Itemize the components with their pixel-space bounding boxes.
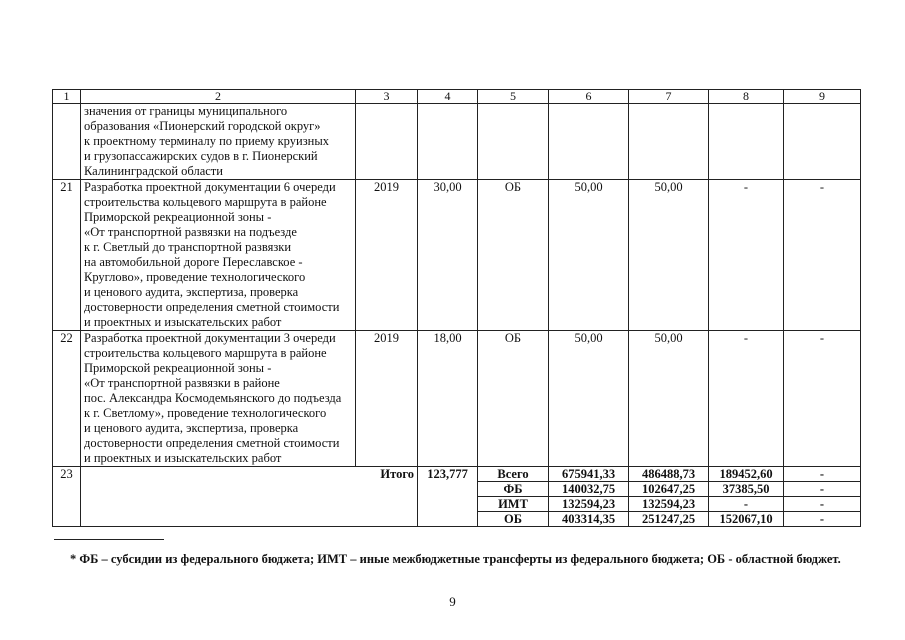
empty-cell — [629, 104, 709, 180]
total-col6: 675941,33 — [549, 467, 629, 482]
description-line: достоверности определения сметной стоимости — [84, 436, 340, 450]
table-row — [53, 180, 861, 331]
total-col8: - — [709, 497, 784, 512]
total-source: ОБ — [478, 512, 549, 527]
total-col8: 37385,50 — [709, 482, 784, 497]
total-source: ФБ — [478, 482, 549, 497]
header-cell-1: 1 — [53, 90, 81, 104]
header-cell-9: 9 — [784, 90, 861, 104]
description-line: Разработка проектной документации 6 очереди — [84, 180, 336, 194]
header-cell-2: 2 — [81, 90, 356, 104]
description-line: и грузопассажирских судов в г. Пионерский — [84, 149, 318, 163]
description-line: строительства кольцевого маршрута в районе — [84, 195, 327, 209]
table-row — [53, 331, 861, 467]
cell-col8: - — [709, 180, 784, 331]
footnote-rule — [54, 539, 164, 540]
total-col7: 102647,25 — [629, 482, 709, 497]
description-line: Приморской рекреационной зоны - — [84, 361, 272, 375]
header-row — [53, 90, 861, 104]
header-cell-6: 6 — [549, 90, 629, 104]
cell-year: 2019 — [356, 331, 418, 467]
total-col7: 486488,73 — [629, 467, 709, 482]
description-line: к г. Светлому», проведение технологического — [84, 406, 327, 420]
total-col6: 140032,75 — [549, 482, 629, 497]
cell-col7: 50,00 — [629, 180, 709, 331]
total-col9: - — [784, 482, 861, 497]
cell-year: 2019 — [356, 180, 418, 331]
description-cell — [81, 104, 356, 180]
description-line: пос. Александра Космодемьянского до подъезда — [84, 391, 342, 405]
total-col6: 403314,35 — [549, 512, 629, 527]
description-line: Калининградской области — [84, 164, 223, 178]
row-number: 22 — [53, 331, 81, 467]
description-line: к г. Светлый до транспортной развязки — [84, 240, 292, 254]
total-col9: - — [784, 497, 861, 512]
total-col6: 132594,23 — [549, 497, 629, 512]
cell-source: ОБ — [478, 331, 549, 467]
total-source: Всего — [478, 467, 549, 482]
description-line: достоверности определения сметной стоимости — [84, 300, 340, 314]
description-cell — [81, 331, 356, 467]
description-line: на автомобильной дороге Переславское - — [84, 255, 303, 269]
cell-col9: - — [784, 180, 861, 331]
footnote: * ФБ – субсидии из федерального бюджета; ИМТ – иные межбюджетные трансферты из федерального бюджета; ОБ - областной бюджет. — [70, 552, 841, 566]
description-line: «От транспортной развязки в районе — [84, 376, 280, 390]
total-col4: 123,777 — [418, 467, 478, 527]
total-row-number: 23 — [53, 467, 81, 527]
cell-col6: 50,00 — [549, 180, 629, 331]
cell-col6: 50,00 — [549, 331, 629, 467]
empty-cell — [709, 104, 784, 180]
cell-col7: 50,00 — [629, 331, 709, 467]
header-cell-8: 8 — [709, 90, 784, 104]
budget-table — [52, 89, 861, 527]
description-line: к проектному терминалу по приему круизных — [84, 134, 329, 148]
description-line: Приморской рекреационной зоны - — [84, 210, 272, 224]
description-line: и проектных и изыскательских работ — [84, 451, 282, 465]
total-label: Итого — [81, 467, 418, 527]
description-line: и ценового аудита, экспертиза, проверка — [84, 285, 299, 299]
total-col7: 251247,25 — [629, 512, 709, 527]
cell-col4: 18,00 — [418, 331, 478, 467]
total-col8: 152067,10 — [709, 512, 784, 527]
header-cell-4: 4 — [418, 90, 478, 104]
page-number: 9 — [449, 594, 456, 609]
cell-source: ОБ — [478, 180, 549, 331]
description-cell — [81, 180, 356, 331]
description-line: «От транспортной развязки на подъезде — [84, 225, 297, 239]
total-col9: - — [784, 467, 861, 482]
row-number-cell — [53, 104, 81, 180]
empty-cell — [356, 104, 418, 180]
table-row-continuation — [53, 104, 861, 180]
empty-cell — [478, 104, 549, 180]
description-line: образования «Пионерский городской округ» — [84, 119, 321, 133]
empty-cell — [418, 104, 478, 180]
description-line: и ценового аудита, экспертиза, проверка — [84, 421, 299, 435]
row-number: 21 — [53, 180, 81, 331]
total-row — [53, 467, 861, 482]
description-line: Разработка проектной документации 3 очереди — [84, 331, 336, 345]
description-line: строительства кольцевого маршрута в районе — [84, 346, 327, 360]
cell-col8: - — [709, 331, 784, 467]
empty-cell — [549, 104, 629, 180]
total-col7: 132594,23 — [629, 497, 709, 512]
description-line: Круглово», проведение технологического — [84, 270, 306, 284]
description-line: и проектных и изыскательских работ — [84, 315, 282, 329]
total-source: ИМТ — [478, 497, 549, 512]
cell-col4: 30,00 — [418, 180, 478, 331]
header-cell-3: 3 — [356, 90, 418, 104]
header-cell-5: 5 — [478, 90, 549, 104]
total-col8: 189452,60 — [709, 467, 784, 482]
total-col9: - — [784, 512, 861, 527]
description-line: значения от границы муниципального — [84, 104, 288, 118]
header-cell-7: 7 — [629, 90, 709, 104]
cell-col9: - — [784, 331, 861, 467]
empty-cell — [784, 104, 861, 180]
